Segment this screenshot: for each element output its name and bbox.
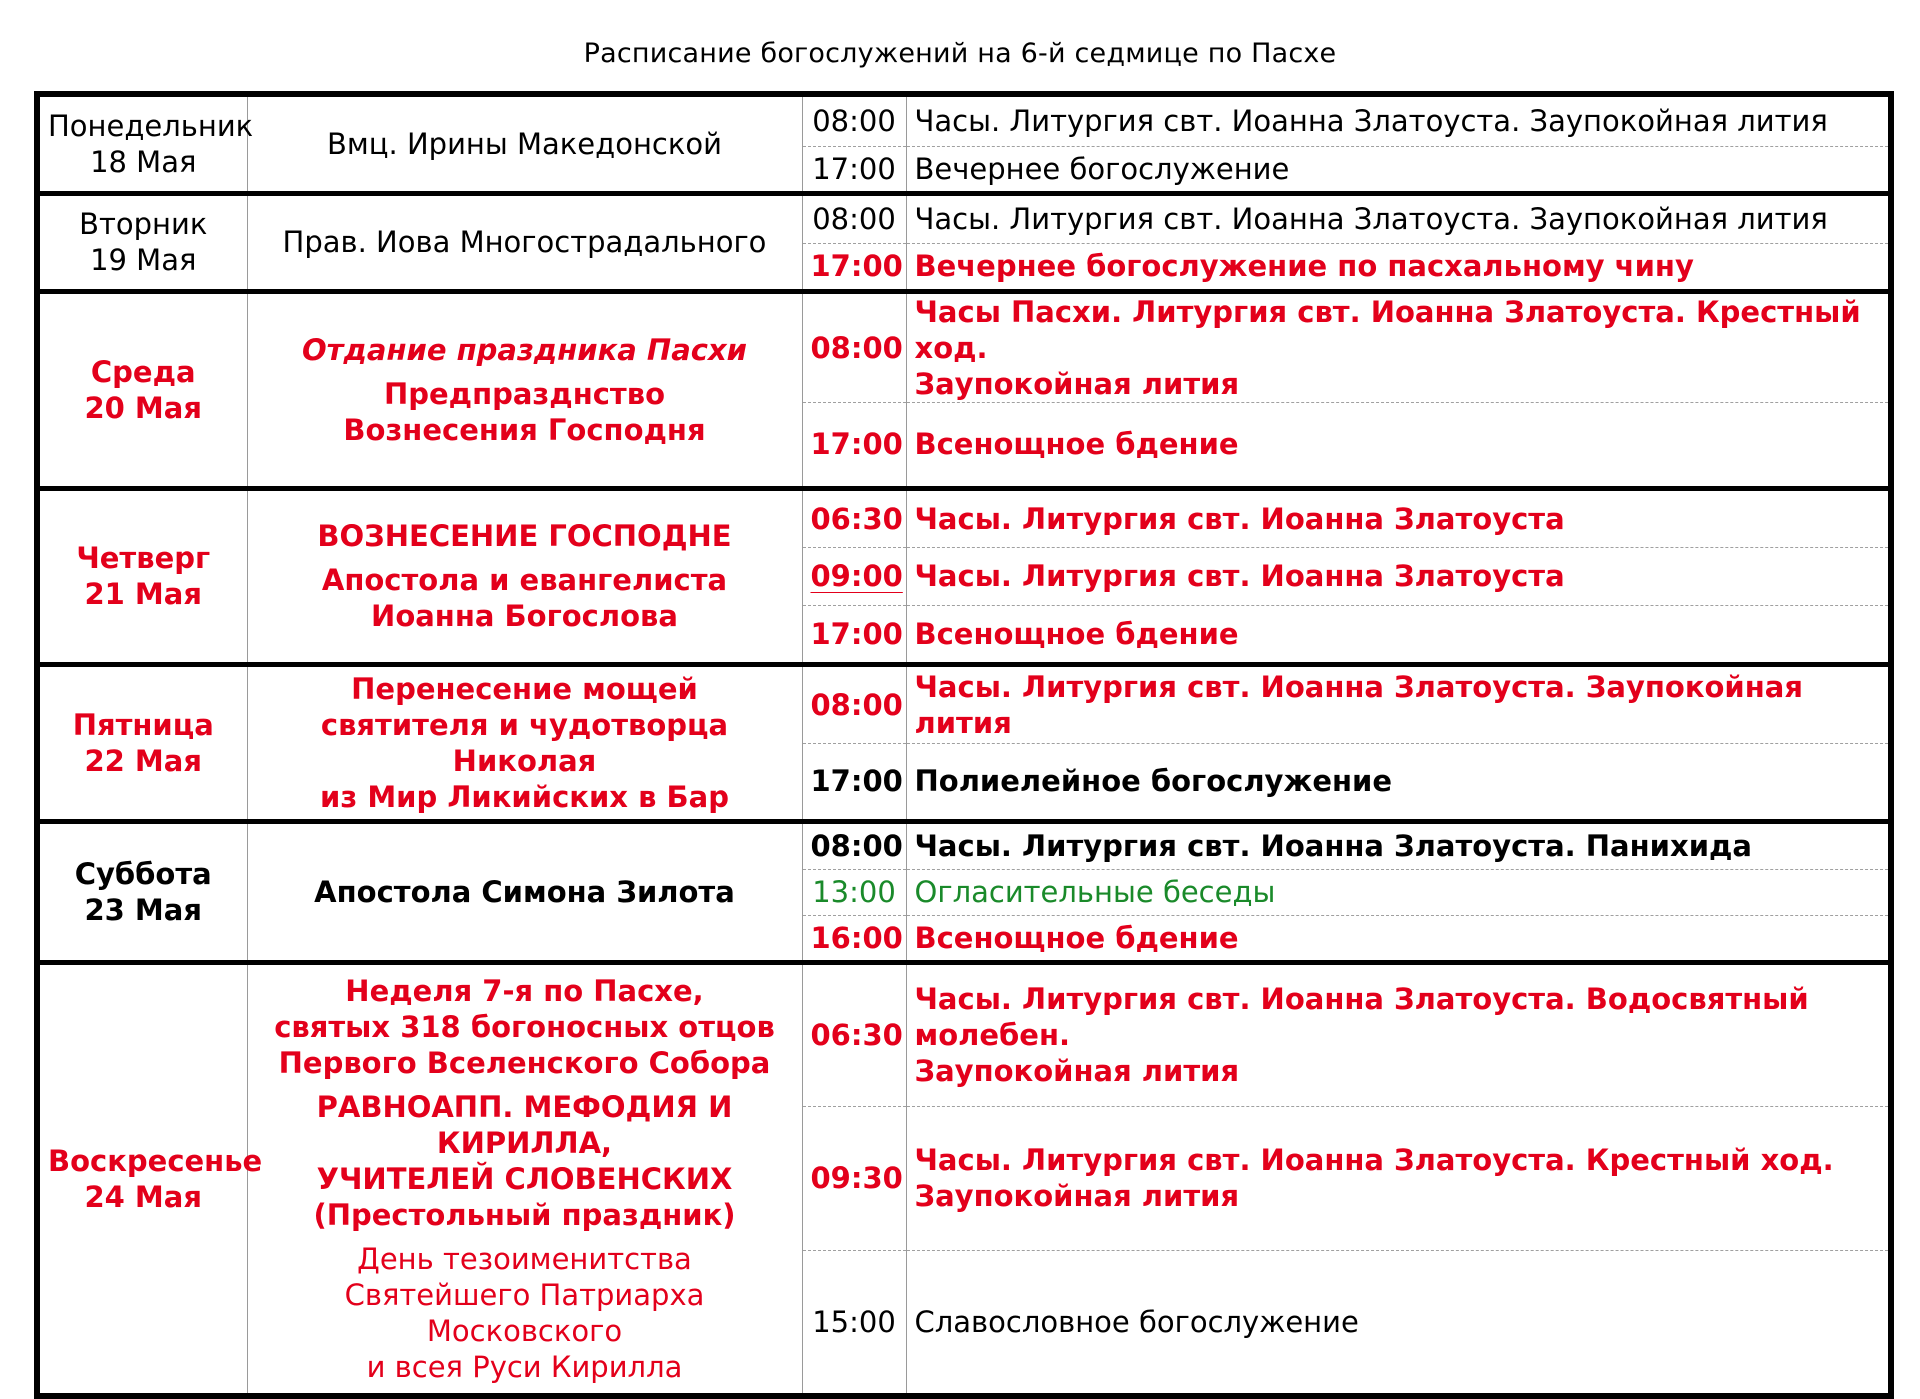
service-time: 08:00	[802, 821, 906, 869]
feast-cell	[247, 291, 802, 488]
schedule-row	[37, 821, 1891, 869]
service-time: 17:00	[802, 402, 906, 488]
weekday: Понедельник	[48, 108, 254, 143]
feast-title	[256, 973, 794, 1081]
service-time: 08:00	[802, 664, 906, 743]
page-title: Расписание богослужений на 6-й седмице по Пасхе	[583, 38, 1337, 69]
service-time: 15:00	[802, 1250, 906, 1395]
day-cell-sunday	[37, 962, 263, 1396]
feast-line: Первого Вселенского Собора	[278, 1045, 771, 1080]
date: 19 Мая	[90, 243, 197, 277]
weekday: Четверг	[76, 541, 211, 575]
feast-cell	[247, 821, 802, 962]
service-time: 08:00	[802, 94, 906, 146]
feast-line: Вознесения Господня	[343, 412, 706, 447]
date: 20 Мая	[84, 390, 202, 425]
feast-title: ВОЗНЕСЕНИЕ ГОСПОДНЕ	[317, 519, 732, 553]
feast-line: Перенесение мощей	[351, 671, 698, 706]
service-line: Заупокойная лития	[914, 1054, 1240, 1089]
service-time: 17:00	[802, 146, 906, 193]
service-time: 06:30	[802, 488, 906, 547]
service-line: Часы Пасхи. Литургия свт. Иоанна Златоуста. Крестный ход.	[914, 294, 1861, 365]
feast-line: святителя и чудотворца Николая	[320, 707, 729, 778]
feast-line: Святейшего Патриарха Московского	[344, 1277, 705, 1348]
feast-line: Апостола и евангелиста	[321, 563, 728, 597]
day-cell-friday	[37, 664, 247, 821]
feast-cell	[247, 94, 802, 193]
weekday: Суббота	[74, 856, 212, 891]
feast-line: День тезоименитства	[357, 1241, 692, 1276]
service-text: Славословное богослужение	[906, 1250, 1891, 1395]
service-text: Часы. Литургия свт. Иоанна Златоуста. Заупокойная лития	[906, 94, 1891, 146]
service-text	[906, 1106, 1891, 1250]
weekday: Пятница	[72, 707, 214, 742]
service-line: Часы. Литургия свт. Иоанна Златоуста. Водосвятный молебен.	[914, 982, 1809, 1053]
service-time: 08:00	[802, 291, 906, 402]
weekday: Среда	[90, 354, 196, 389]
feast-cell	[247, 962, 802, 1396]
weekday: Вторник	[79, 207, 208, 241]
feast-line: Предпразднство	[383, 376, 666, 411]
service-text: Всенощное бдение	[906, 605, 1891, 664]
service-line: Часы. Литургия свт. Иоанна Златоуста. Крестный ход.	[914, 1143, 1834, 1178]
feast-title: Апостола Симона Зилота	[314, 874, 735, 909]
schedule-row	[37, 94, 1891, 146]
date: 21 Мая	[84, 577, 202, 611]
feast-cell	[247, 664, 802, 821]
service-text: Часы. Литургия свт. Иоанна Златоуста	[906, 547, 1891, 605]
feast-line: РАВНОАПП. МЕФОДИЯ И КИРИЛЛА,	[316, 1089, 733, 1160]
day-cell-tuesday	[37, 193, 247, 291]
service-text: Часы. Литургия свт. Иоанна Златоуста. Панихида	[906, 821, 1891, 869]
service-text: Часы. Литургия свт. Иоанна Златоуста. Заупокойная лития	[906, 664, 1891, 743]
service-line: Заупокойная лития	[914, 1179, 1240, 1214]
feast-line: (Престольный праздник)	[313, 1197, 736, 1232]
service-text	[906, 962, 1891, 1106]
date: 22 Мая	[84, 743, 202, 778]
feast-line: Иоанна Богослова	[371, 599, 678, 633]
service-text: Вечернее богослужение по пасхальному чину	[906, 243, 1891, 291]
feast-title: Вмц. Ирины Македонской	[327, 126, 722, 161]
service-line: Заупокойная лития	[914, 366, 1240, 401]
feast-cell	[247, 193, 802, 291]
feast-title	[256, 1089, 794, 1233]
service-text: Вечернее богослужение	[906, 146, 1891, 193]
service-time-value: 09:00	[810, 559, 903, 593]
day-cell-monday	[37, 94, 254, 193]
service-time	[802, 547, 906, 605]
date: 24 Мая	[84, 1179, 202, 1214]
feast-line: из Мир Ликийских в Бар	[320, 779, 729, 814]
day-cell-saturday	[37, 821, 247, 962]
feast-title: Прав. Иова Многострадального	[282, 225, 767, 259]
service-text: Всенощное бдение	[906, 915, 1891, 962]
schedule-row	[37, 488, 1891, 547]
day-cell-wednesday	[37, 291, 247, 488]
feast-line: святых 318 богоносных отцов	[274, 1009, 775, 1044]
service-text: Часы. Литургия свт. Иоанна Златоуста	[906, 488, 1891, 547]
feast-cell	[247, 488, 802, 664]
schedule-row	[37, 962, 1891, 1106]
service-time: 08:00	[802, 193, 906, 243]
feast-line: Неделя 7-я по Пасхе,	[345, 973, 704, 1008]
feast-line: УЧИТЕЛЕЙ СЛОВЕНСКИХ	[316, 1161, 733, 1196]
service-time: 06:30	[802, 962, 906, 1106]
weekday: Воскресенье	[48, 1143, 263, 1178]
service-text: Всенощное бдение	[906, 402, 1891, 488]
schedule-row	[37, 291, 1891, 402]
service-time: 17:00	[802, 243, 906, 291]
service-time: 13:00	[802, 869, 906, 915]
service-text	[906, 291, 1891, 402]
service-time: 09:30	[802, 1106, 906, 1250]
feast-title: Отдание праздника Пасхи	[302, 332, 747, 367]
schedule-row	[37, 193, 1891, 243]
service-text: Полиелейное богослужение	[906, 743, 1891, 821]
date: 18 Мая	[90, 144, 197, 179]
day-cell-thursday	[37, 488, 247, 664]
schedule-row	[37, 664, 1891, 743]
service-time: 16:00	[802, 915, 906, 962]
date: 23 Мая	[84, 892, 202, 927]
feast-line: и всея Руси Кирилла	[366, 1349, 683, 1384]
service-time: 17:00	[802, 605, 906, 664]
feast-title	[256, 562, 794, 634]
service-text: Часы. Литургия свт. Иоанна Златоуста. Заупокойная лития	[906, 193, 1891, 243]
feast-title	[256, 376, 794, 448]
service-time: 17:00	[802, 743, 906, 821]
service-text: Огласительные беседы	[906, 869, 1891, 915]
feast-title	[256, 1241, 794, 1385]
schedule-table	[34, 91, 1894, 1399]
